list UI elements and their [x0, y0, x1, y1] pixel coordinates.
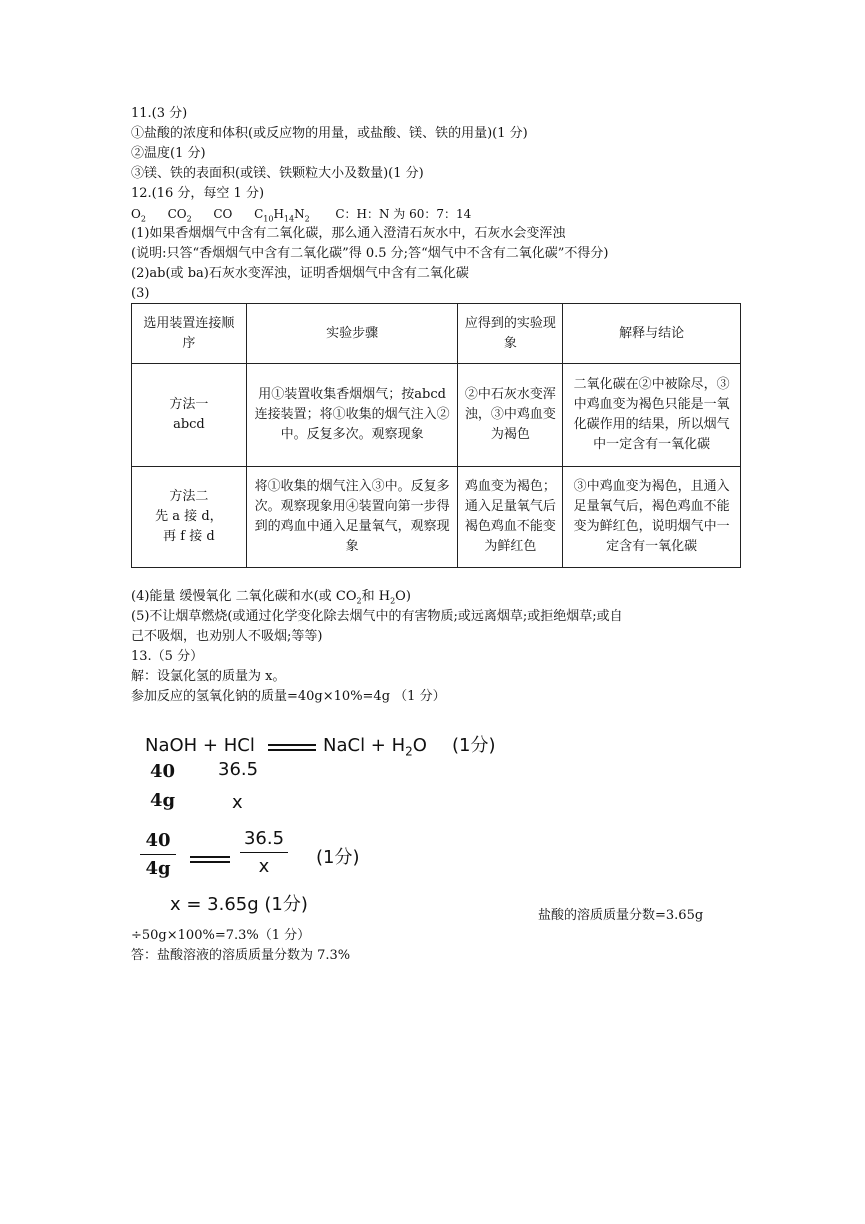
equation-score: (1分)	[452, 735, 496, 756]
q12-answer-4: (4)能量 缓慢氧化 二氧化碳和水(或 $CO_2$和 $H_2O$)	[131, 589, 411, 606]
fraction-denominator: x	[258, 856, 270, 877]
formula-o2: $O_2$	[131, 207, 146, 224]
q13-heading: 13.（5 分）	[131, 649, 204, 664]
table-header-cell: 应得到的实验现象	[458, 304, 563, 364]
table-header-cell: 选用装置连接顺序	[132, 304, 247, 364]
equation-rhs: NaCl + $H_2O$	[323, 735, 427, 759]
q12-note: (说明:只答“香烟烟气中含有二氧化碳”得 0.5 分;答“烟气中不含有二氧化碳”不得分)	[131, 246, 609, 261]
table-cell: 将①收集的烟气注入③中。反复多次。观察现象用④装置向第一步得到的鸡血中通入足量氧气，观察现象	[246, 467, 458, 568]
q12-answer-5-line1: (5)不让烟草燃烧(或通过化学变化除去烟气中的有害物质;或远离烟草;或拒绝烟草;或自	[131, 609, 623, 624]
formula-co: CO	[213, 207, 233, 221]
q11-answer-3: ③镁、铁的表面积(或镁、铁颗粒大小及数量)(1 分)	[131, 166, 424, 181]
proportion-fraction-right	[240, 828, 288, 877]
table-row	[132, 467, 741, 568]
table-header-cell: 实验步骤	[246, 304, 458, 364]
fraction-denominator: 4g	[145, 858, 171, 879]
naoh-mass: 4g	[150, 790, 176, 811]
naoh-molar-mass: 40	[150, 761, 176, 782]
fraction-numerator: 40	[145, 830, 171, 851]
q11-answer-2: ②温度(1 分)	[131, 146, 206, 161]
table-cell: ③中鸡血变为褐色，且通入足量氧气后，褐色鸡血不能变为鲜红色，说明烟气中一定含有一氧化碳	[563, 467, 741, 568]
table-cell: 方法二 先 a 接 d， 再 f 接 d	[132, 467, 247, 568]
hcl-molar-mass: 36.5	[218, 759, 259, 780]
q12-answer-5-line2: 己不吸烟，也劝别人不吸烟;等等)	[131, 629, 323, 644]
table-header-row	[132, 304, 741, 364]
table-header-cell: 解释与结论	[563, 304, 741, 364]
q13-solve-line: 解：设氯化氢的质量为 x。	[131, 669, 286, 684]
equation-lhs: NaOH + HCl	[145, 735, 255, 756]
table-row	[132, 364, 741, 467]
experiment-table	[131, 303, 741, 568]
q12-heading: 12.(16 分，每空 1 分)	[131, 186, 265, 201]
proportion-score: (1分)	[316, 847, 360, 868]
q13-naoh-mass: 参加反应的氢氧化钠的质量=40g×10%=4g （1 分）	[131, 689, 446, 704]
formula-co2: $CO_2$	[167, 207, 192, 224]
q12-answer-1: (1)如果香烟烟气中含有二氧化碳，那么通入澄清石灰水中，石灰水会变浑浊	[131, 226, 566, 241]
q13-final-answer: 答：盐酸溶液的溶质质量分数为 7.3%	[131, 948, 351, 963]
table-cell: 鸡血变为褐色；通入足量氧气后褐色鸡血不能变为鲜红色	[458, 467, 563, 568]
fraction-numerator: 36.5	[243, 828, 285, 849]
q12-answer-2: (2)ab(或 ba)石灰水变浑浊，证明香烟烟气中含有二氧化碳	[131, 266, 469, 281]
element-ratio: C：H：N 为 60：7：14	[335, 207, 472, 221]
q13-percentage-start: 盐酸的溶质质量分数=3.65g	[538, 908, 704, 923]
table-cell: 二氧化碳在②中被除尽，③中鸡血变为褐色只能是一氧化碳作用的结果，所以烟气中一定含有一氧化碳	[563, 364, 741, 467]
table-cell: ②中石灰水变浑浊，③中鸡血变为褐色	[458, 364, 563, 467]
proportion-fraction-left	[140, 830, 176, 879]
q11-answer-1: ①盐酸的浓度和体积(或反应物的用量，或盐酸、镁、铁的用量)(1 分)	[131, 126, 528, 141]
q12-answer-3-label: (3)	[131, 286, 150, 301]
table-cell: 方法一 abcd	[132, 364, 247, 467]
equation-double-arrow	[268, 744, 316, 751]
result-line: x = 3.65g (1分)	[170, 894, 308, 915]
proportion-equals	[190, 856, 230, 863]
q13-percentage-cont: ÷50g×100%=7.3%（1 分）	[131, 928, 311, 943]
table-cell: 用①装置收集香烟烟气；按abcd连接装置；将①收集的烟气注入②中。反复多次。观察现象	[246, 364, 458, 467]
formula-nicotine: $C_{10}H_{14}N_2$	[254, 207, 310, 224]
q11-heading: 11.(3 分)	[131, 106, 188, 121]
hcl-mass-unknown: x	[232, 792, 243, 813]
